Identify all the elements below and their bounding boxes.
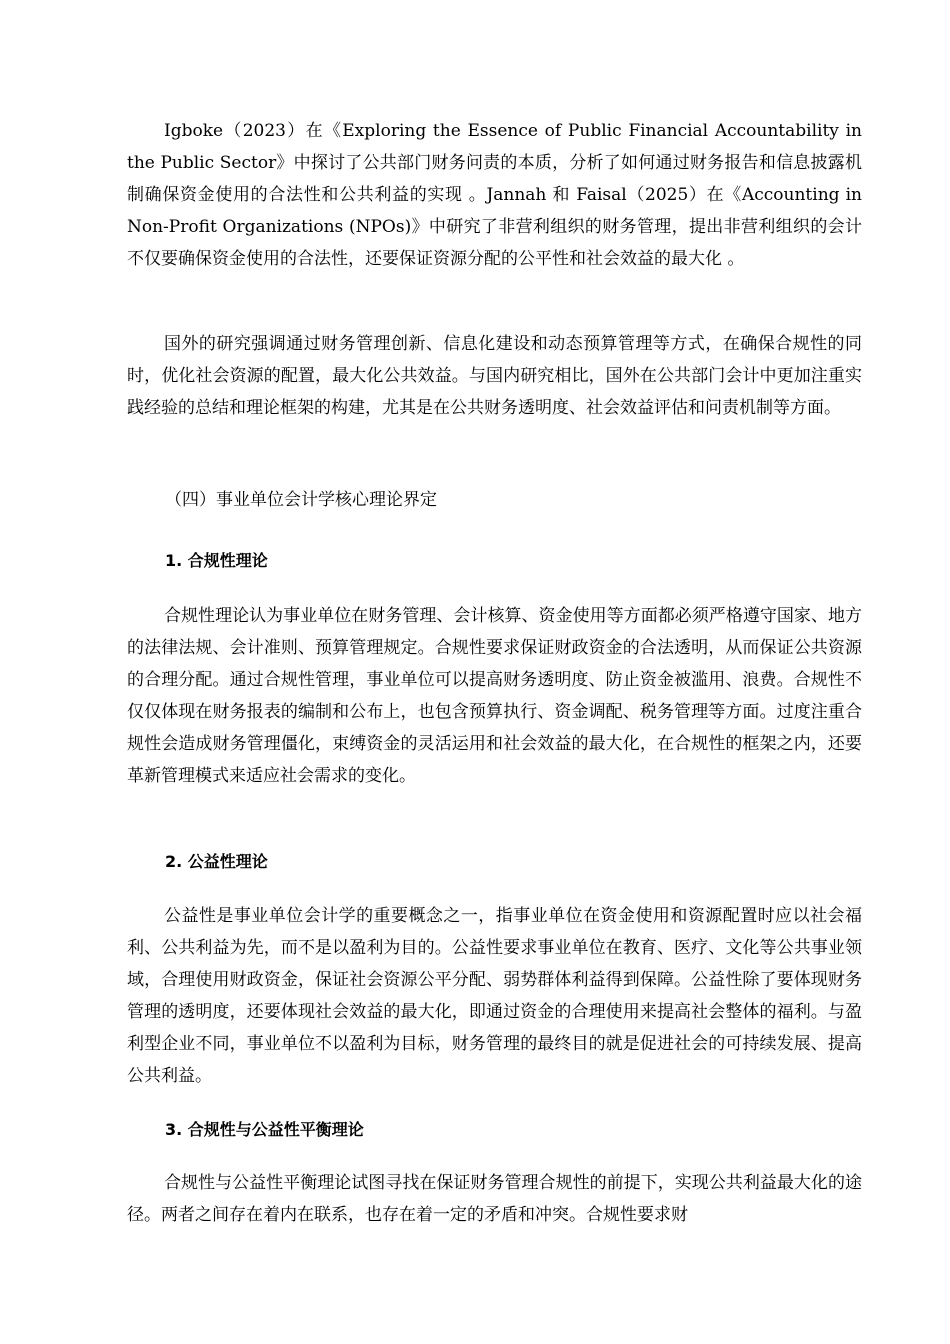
heading-public-welfare-theory: 2. 公益性理论 (165, 852, 268, 871)
subsection-title: （四）事业单位会计学核心理论界定 (165, 490, 437, 510)
heading-compliance-theory: 1. 合规性理论 (165, 551, 268, 570)
heading-balance-theory: 3. 合规性与公益性平衡理论 (165, 1120, 364, 1139)
paragraph-public-welfare-theory: 公益性是事业单位会计学的重要概念之一，指事业单位在资金使用和资源配置时应以社会福利、公共利益为先，而不是以盈利为目的。公益性要求事业单位在教育、医疗、文化等公共事业领域，合理使用财政资金，保证社会资源公平分配、弱势群体利益得到保障。公益性除了要体现财务管理的透明度，还要体现社会效益的最大化，即通过资金的合理使用来提高社会整体的福利。与盈利型企业不同，事业单位不以盈利为目标，财务管理的最终目的就是促进社会的可持续发展、提高公共利益。 (127, 906, 862, 1086)
paragraph-compliance-theory: 合规性理论认为事业单位在财务管理、会计核算、资金使用等方面都必须严格遵守国家、地方的法律法规、会计准则、预算管理规定。合规性要求保证财政资金的合法透明，从而保证公共资源的合理分配。通过合规性管理，事业单位可以提高财务透明度、防止资金被滥用、浪费。合规性不仅仅体现在财务报表的编制和公布上，也包含预算执行、资金调配、税务管理等方面。过度注重合规性会造成财务管理僵化，束缚资金的灵活运用和社会效益的最大化，在合规性的框架之内，还要革新管理模式来适应社会需求的变化。 (127, 606, 862, 786)
paragraph-balance-theory: 合规性与公益性平衡理论试图寻找在保证财务管理合规性的前提下，实现公共利益最大化的途径。两者之间存在着内在联系，也存在着一定的矛盾和冲突。合规性要求财 (127, 1173, 862, 1225)
paragraph-foreign-summary: 国外的研究强调通过财务管理创新、信息化建设和动态预算管理等方式，在确保合规性的同时，优化社会资源的配置，最大化公共效益。与国内研究相比，国外在公共部门会计中更加注重实践经验的总结和理论框架的构建，尤其是在公共财务透明度、社会效益评估和问责机制等方面。 (127, 334, 862, 418)
paragraph-foreign-literature: Igboke（2023）在《Exploring the Essence of Public Financial Accountability in the Public Sector》中探讨了公共部门财务问责的本质，分析了如何通过财务报告和信息披露机制确保资金使用的合法性和公共利益的实现 。Jannah 和 Faisal（2025）在《Accounting in Non-Profit Organizations (NPOs)》中研究了非营利组织的财务管理，提出非营利组织的会计不仅要确保资金使用的合法性，还要保证资源分配的公平性和社会效益的最大化 。 (127, 121, 862, 269)
